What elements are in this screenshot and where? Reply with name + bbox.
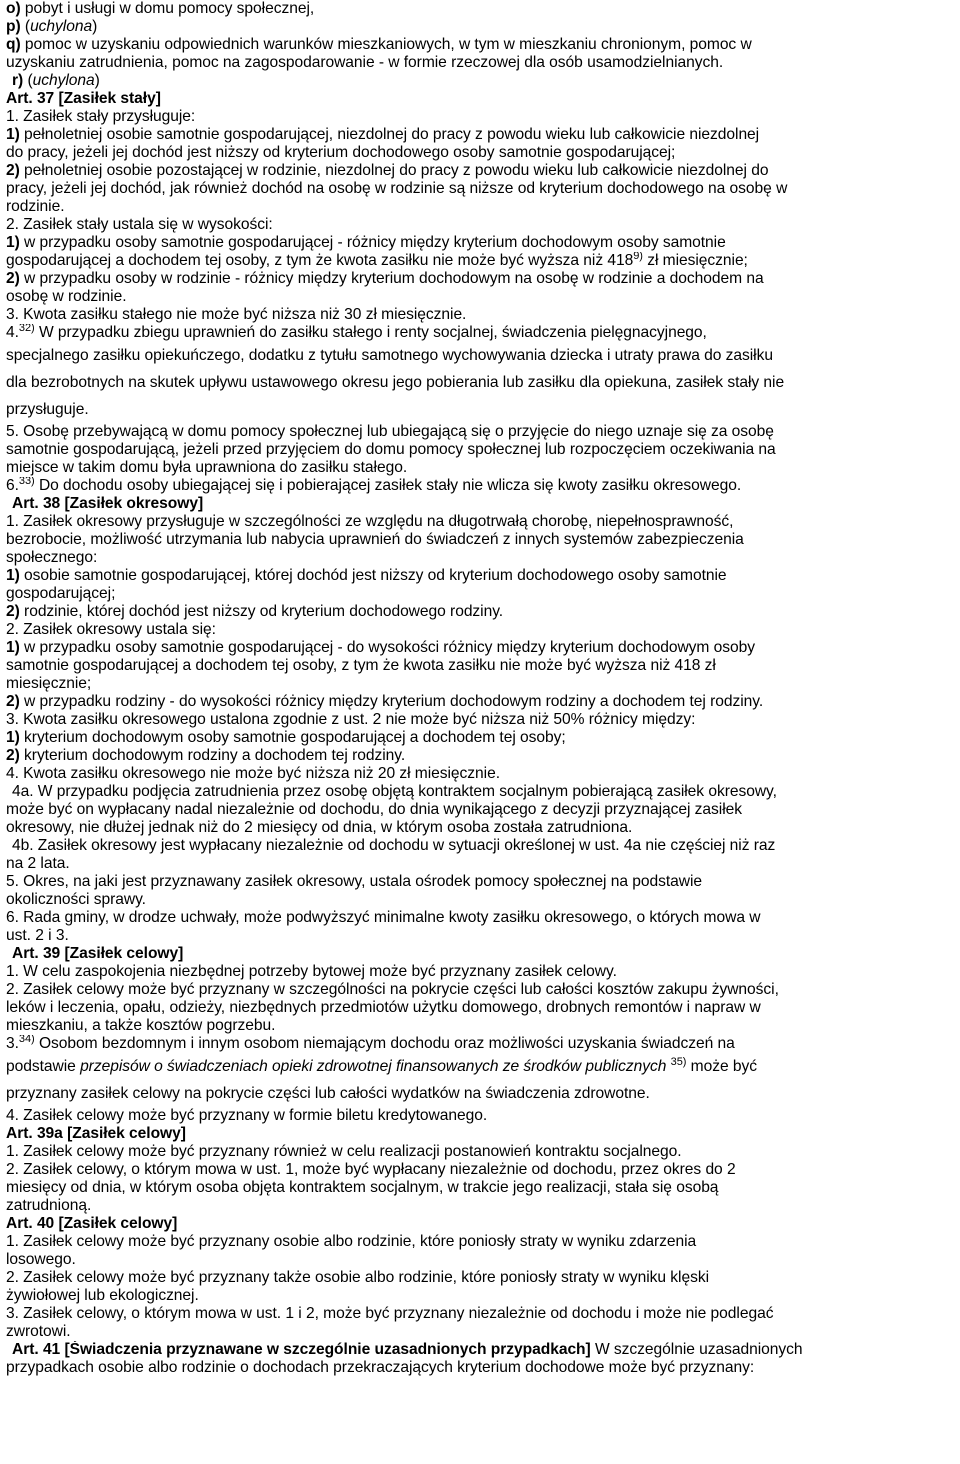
text-line [6,1017,954,1035]
bold-text: 2) [6,747,20,764]
text-run: uchylona [30,18,93,35]
text-line [6,837,954,855]
text-line [6,162,954,180]
text-line [6,1341,954,1359]
text-run: ( [23,72,33,89]
text-run: w przypadku osoby samotnie gospodarującej - do wysokości różnicy między kryterium dochodowym osoby [19,639,755,656]
text-run: miejsce w takim domu była uprawniona do zasiłku stałego. [6,459,408,476]
text-run: osobie samotnie gospodarującej, której dochód jest niższy od kryterium dochodowego osoby samotnie [19,567,727,584]
text-line [6,819,954,837]
text-run: gospodarującej; [6,585,116,602]
text-line [6,288,954,306]
text-line [6,396,954,423]
text-line [6,675,954,693]
text-line [6,549,954,567]
text-run: do pracy, jeżeli jej dochód jest niższy od kryterium dochodowego osoby samotnie gospodarującej; [6,144,676,161]
text-run: Do dochodu osoby ubiegającej się i pobierającej zasiłek stały nie wlicza się kwoty zasiłku okresowego. [34,477,742,494]
text-run: samotnie gospodarującą, jeżeli przed przyjęciem do domu pomocy społecznej lub rozpoczęciem oczekiwania na [6,441,776,458]
text-line [6,1080,954,1107]
text-run: w przypadku rodziny - do wysokości różnicy między kryterium dochodowym rodziny a dochodem tej rodziny. [19,693,764,710]
text-run: 3. [6,1035,19,1052]
text-line [6,423,954,441]
bold-text: Art. 41 [Świadczenia przyznawane w szczególnie uzasadnionych przypadkach] [12,1341,591,1358]
text-line [6,126,954,144]
text-line [6,1359,954,1377]
text-line [6,144,954,162]
text-line [6,927,954,945]
text-run: kryterium dochodowym rodziny a dochodem tej rodziny. [19,747,406,764]
text-run: 4b. Zasiłek okresowy jest wypłacany niezależnie od dochodu w sytuacji określonej w ust. 4a nie częściej niż raz [12,837,776,854]
text-line [6,963,954,981]
text-run: miesięcznie; [6,675,92,692]
text-run: ust. 2 i 3. [6,927,69,944]
text-run: 2. Zasiłek okresowy ustala się: [6,621,216,638]
text-line [6,585,954,603]
text-line [6,1197,954,1215]
text-run: pełnoletniej osobie samotnie gospodarującej, niezdolnej do pracy z powodu wieku lub całkowicie niezdolnej [19,126,760,143]
text-run: 1. Zasiłek celowy może być przyznany również w celu realizacji postanowień kontraktu socjalnego. [6,1143,682,1160]
text-run: 3. Kwota zasiłku stałego nie może być niższa niż 30 zł miesięcznie. [6,306,467,323]
text-line [6,873,954,891]
text-run: kryterium dochodowym osoby samotnie gospodarującej a dochodem tej osoby; [19,729,566,746]
text-run: 5. Okres, na jaki jest przyznawany zasiłek okresowy, ustala ośrodek pomocy społecznej na podstawie [6,873,702,890]
text-run: bezrobocie, możliwość utrzymania lub nabycia uprawnień do świadczeń z innych systemów zabezpieczenia [6,531,744,548]
text-run: podstawie [6,1058,81,1075]
text-line [6,981,954,999]
footnote-ref: 35) [670,1056,687,1068]
bold-text: 1) [6,567,20,584]
text-run: 2. Zasiłek stały ustala się w wysokości: [6,216,273,233]
text-run: 3. Kwota zasiłku okresowego ustalona zgodnie z ust. 2 nie może być niższa niż 50% różnicy między: [6,711,696,728]
text-line [6,198,954,216]
text-run: pełnoletniej osobie pozostającej w rodzinie, niezdolnej do pracy z powodu wieku lub całkowicie niezdolnej do [19,162,769,179]
text-line [6,513,954,531]
text-run: na 2 lata. [6,855,70,872]
text-line [6,801,954,819]
text-run: w przypadku osoby w rodzinie - różnicy między kryterium dochodowym na osobę w rodzinie a dochodem na [19,270,764,287]
text-run: ) [94,72,100,89]
text-run: 6. [6,477,19,494]
text-run: samotnie gospodarującej a dochodem tej osoby, z tym że kwota zasiłku nie może być wyższa niż 418 zł [6,657,716,674]
text-run: 2. Zasiłek celowy, o którym mowa w ust. 1, może być wypłacany niezależnie od dochodu, przez okres do 2 [6,1161,736,1178]
text-run: 1. Zasiłek okresowy przysługuje w szczególności ze względu na długotrwałą chorobę, niepełnosprawność, [6,513,734,530]
text-run: 6. Rada gminy, w drodze uchwały, może podwyższyć minimalne kwoty zasiłku okresowego, o których mowa w [6,909,761,926]
bold-text: 2) [6,693,20,710]
text-run: dla bezrobotnych na skutek upływu ustawowego okresu jego pobierania lub zasiłku dla opiekuna, zasiłek stały nie [6,374,785,391]
footnote-ref: 32) [18,324,35,334]
bold-text: 2) [6,162,20,179]
text-run: Osobom bezdomnym i innym osobom niemającym dochodu oraz możliwości uzyskania świadczeń na [34,1035,735,1052]
text-run: przyznany zasiłek celowy na pokrycie części lub całości wydatków na świadczenia zdrowotne. [6,1085,650,1102]
text-line [6,657,954,675]
bold-text: Art. 39a [Zasiłek celowy] [6,1125,186,1142]
bold-text: 1) [6,126,20,143]
bold-text: 2) [6,603,20,620]
text-run: 4. [6,324,19,341]
text-run: pracy, jeżeli jej dochód, jak również dochód na osobę w rodzinie są niższe od kryterium dochodowego na osobę w [6,180,788,197]
text-line [6,252,954,270]
text-line [6,306,954,324]
bold-text: Art. 38 [Zasiłek okresowy] [12,495,204,512]
text-line [6,891,954,909]
text-line [6,999,954,1017]
text-line [6,324,954,342]
text-line [6,1125,954,1143]
text-run: zatrudnioną. [6,1197,92,1214]
text-run: ( [20,18,31,35]
text-line [6,36,954,54]
text-run: żywiołowej lub ekologicznej. [6,1287,199,1304]
text-run: przysługuje. [6,401,89,418]
text-line [6,531,954,549]
text-line [6,54,954,72]
text-run: 4. Zasiłek celowy może być przyznany w formie biletu kredytowanego. [6,1107,488,1124]
text-run: 1. Zasiłek stały przysługuje: [6,108,196,125]
text-line [6,783,954,801]
text-run: okoliczności sprawy. [6,891,146,908]
text-line [6,567,954,585]
text-line [6,459,954,477]
text-line [6,216,954,234]
text-run: miesięcy od dnia, w którym osoba objęta kontraktem socjalnym, w trakcie jego realizacji, stała się osobą [6,1179,719,1196]
text-line [6,855,954,873]
text-line [6,180,954,198]
text-run: W szczególnie uzasadnionych [590,1341,803,1358]
text-run: mieszkaniu, a także kosztów pogrzebu. [6,1017,276,1034]
text-line [6,639,954,657]
text-run: specjalnego zasiłku opiekuńczego, dodatku z tytułu samotnego wychowywania dziecka i utraty prawa do zasiłku [6,347,773,364]
text-line [6,1107,954,1125]
text-line [6,1161,954,1179]
text-line [6,945,954,963]
text-run: uzyskaniu zatrudnienia, pomoc na zagospodarowanie - w formie rzeczowej dla osób usamodzielnianych. [6,54,724,71]
text-run: 2. Zasiłek celowy może być przyznany w szczególności na pokrycie części lub całości kosztów zakupu żywności, [6,981,779,998]
text-run: przypadkach osobie albo rodzinie o dochodach przekraczających kryterium dochodowe może być przyznany: [6,1359,755,1376]
text-line [6,495,954,513]
text-run: 1. W celu zaspokojenia niezbędnej potrzeby bytowej może być przyznany zasiłek celowy. [6,963,617,980]
text-line [6,270,954,288]
text-line [6,0,954,18]
text-run: zł miesięcznie; [642,252,748,269]
bold-text: Art. 37 [Zasiłek stały] [6,90,161,107]
text-line [6,1035,954,1053]
text-run: może być on wypłacany nadal niezależnie od dochodu, do dnia wynikającego z decyzji przyznającej zasiłek [6,801,742,818]
text-line [6,1305,954,1323]
text-line [6,1323,954,1341]
text-line [6,1215,954,1233]
text-line [6,1269,954,1287]
text-run: 5. Osobę przebywającą w domu pomocy społecznej lub ubiegającą się o przyjęcie do niego uznaje się za osobę [6,423,774,440]
text-run: przepisów o świadczeniach opieki zdrowotnej finansowanych ze środków publicznych [80,1058,667,1075]
bold-text: 2) [6,270,20,287]
text-line [6,729,954,747]
bold-text: p) [6,18,21,35]
text-run: 4a. W przypadku podjęcia zatrudnienia przez osobę objętą kontraktem socjalnym pobierającą zasiłek okresowy, [12,783,777,800]
text-run: społecznego: [6,549,98,566]
text-line [6,342,954,369]
bold-text: o) [6,0,21,17]
text-run: ) [92,18,98,35]
bold-text: 1) [6,729,20,746]
footnote-ref: 9) [633,252,643,262]
text-line [6,1287,954,1305]
text-run: 1. Zasiłek celowy może być przyznany osobie albo rodzinie, które poniosły straty w wyniku zdarzenia [6,1233,697,1250]
text-line [6,108,954,126]
text-line [6,18,954,36]
text-run: 3. Zasiłek celowy, o którym mowa w ust. 1 i 2, może być przyznany niezależnie od dochodu i może nie podlegać [6,1305,774,1322]
text-line [6,1179,954,1197]
text-line [6,1233,954,1251]
text-run: leków i leczenia, opału, odzieży, niezbędnych przedmiotów użytku domowego, drobnych remontów i napraw w [6,999,761,1016]
text-line [6,765,954,783]
text-run: uchylona [32,72,95,89]
text-line [6,72,954,90]
text-line [6,441,954,459]
text-run: gospodarującej a dochodem tej osoby, z tym że kwota zasiłku nie może być wyższa niż 418 [6,252,634,269]
text-line [6,693,954,711]
text-run: rodzinie. [6,198,65,215]
text-line [6,711,954,729]
text-line [6,603,954,621]
text-line [6,909,954,927]
bold-text: q) [6,36,21,53]
text-line [6,1053,954,1080]
text-line [6,477,954,495]
text-line [6,234,954,252]
text-run: rodzinie, której dochód jest niższy od kryterium dochodowego rodziny. [19,603,504,620]
footnote-ref: 33) [18,477,35,487]
text-run: pobyt i usługi w domu pomocy społecznej, [20,0,315,17]
text-run: zwrotowi. [6,1323,71,1340]
text-run: W przypadku zbiegu uprawnień do zasiłku stałego i renty socjalnej, świadczenia pielęgnacyjnego, [34,324,707,341]
text-run: okresowy, nie dłużej jednak niż do 2 miesięcy od dnia, w którym osoba została zatrudniona. [6,819,633,836]
text-run: losowego. [6,1251,76,1268]
bold-text: Art. 39 [Zasiłek celowy] [12,945,184,962]
footnote-ref: 34) [18,1035,35,1045]
text-run: może być [686,1058,758,1075]
text-run: 4. Kwota zasiłku okresowego nie może być niższa niż 20 zł miesięcznie. [6,765,500,782]
text-line [6,369,954,396]
text-line [6,747,954,765]
bold-text: 1) [6,639,20,656]
bold-text: 1) [6,234,20,251]
bold-text: Art. 40 [Zasiłek celowy] [6,1215,178,1232]
text-run: w przypadku osoby samotnie gospodarującej - różnicy między kryterium dochodowym osoby samotnie [19,234,726,251]
text-run: pomoc w uzyskaniu odpowiednich warunków mieszkaniowych, w tym w mieszkaniu chronionym, pomoc w [20,36,752,53]
text-line [6,90,954,108]
bold-text: r) [12,72,24,89]
text-line [6,1251,954,1269]
text-line [6,1143,954,1161]
text-run: osobę w rodzinie. [6,288,127,305]
text-run: 2. Zasiłek celowy może być przyznany także osobie albo rodzinie, które poniosły straty w wyniku klęski [6,1269,709,1286]
text-line [6,621,954,639]
